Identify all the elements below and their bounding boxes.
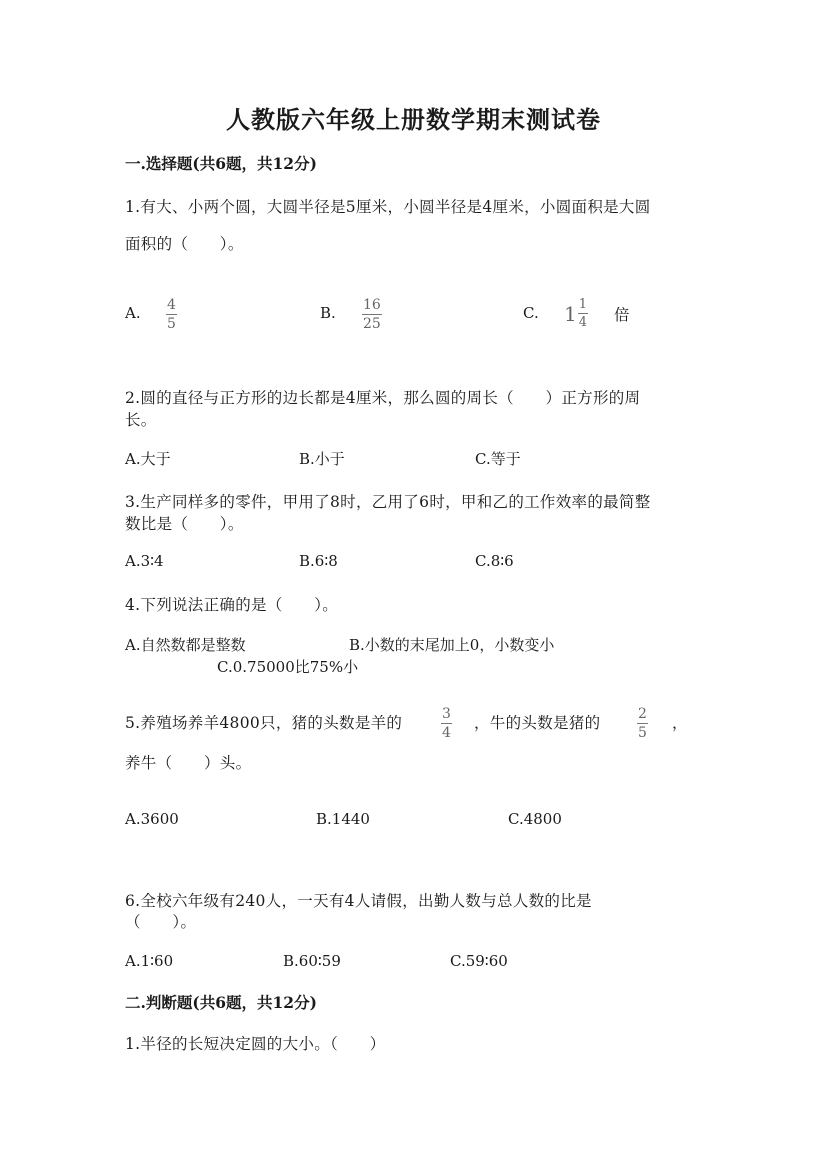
page-title: 人教版六年级上册数学期末测试卷 bbox=[226, 105, 601, 134]
question-4-line-1: 4.下列说法正确的是（ ）。 bbox=[125, 596, 339, 614]
question-3-line-1: 3.生产同样多的零件，甲用了8时，乙用了6时，甲和乙的工作效率的最简整 bbox=[125, 493, 651, 511]
question-1-line-1: 1.有大、小两个圆，大圆半径是5厘米，小圆半径是4厘米，小圆面积是大圆 bbox=[125, 198, 651, 216]
question-5-part-1: 5.养殖场养羊4800只，猪的头数是羊的 bbox=[125, 714, 403, 732]
mixed-fraction bbox=[578, 298, 588, 329]
fraction-numerator: 16 bbox=[363, 297, 381, 313]
q6-option-a: A.1∶60 bbox=[125, 952, 174, 970]
q4-option-a: A.自然数都是整数 bbox=[125, 636, 246, 654]
q2-option-b: B.小于 bbox=[299, 450, 345, 468]
section-heading-choice: 一.选择题(共6题，共12分) bbox=[125, 154, 317, 173]
question-5-part-2: ，牛的头数是猪的 bbox=[474, 714, 601, 732]
fraction-numerator: 3 bbox=[442, 706, 451, 722]
question-3-line-2: 数比是（ ）。 bbox=[125, 515, 244, 533]
q4-option-c: C.0.75000比75%小 bbox=[217, 658, 359, 676]
q6-option-b: B.60∶59 bbox=[283, 952, 341, 970]
fraction-numerator: 4 bbox=[167, 297, 176, 313]
fraction-numerator: 1 bbox=[578, 297, 588, 312]
q2-option-a: A.大于 bbox=[125, 450, 171, 468]
q5-option-b: B.1440 bbox=[316, 810, 370, 828]
q5-fraction-1 bbox=[441, 707, 452, 740]
mixed-whole: 1 bbox=[564, 301, 577, 326]
question-2-line-1: 2.圆的直径与正方形的边长都是4厘米，那么圆的周长（ ）正方形的周 bbox=[125, 389, 641, 407]
q5-fraction-2 bbox=[637, 707, 648, 740]
question-5-part-3: ， bbox=[672, 714, 688, 732]
q1-option-b-fraction bbox=[362, 298, 382, 331]
q5-option-c: C.4800 bbox=[508, 810, 562, 828]
fraction-denominator: 25 bbox=[363, 316, 381, 332]
question-5-line-2: 养牛（ ）头。 bbox=[125, 754, 252, 772]
judgement-question-1: 1.半径的长短决定圆的大小。（ ） bbox=[125, 1035, 386, 1053]
q6-option-c: C.59∶60 bbox=[450, 952, 508, 970]
q1-option-c-mixed-number bbox=[564, 298, 588, 329]
fraction-denominator: 5 bbox=[638, 725, 647, 741]
q3-option-a: A.3∶4 bbox=[125, 552, 164, 570]
q1-option-a-label: A. bbox=[125, 304, 141, 322]
fraction-denominator: 4 bbox=[442, 725, 451, 741]
section-heading-judgement: 二.判断题(共6题，共12分) bbox=[125, 993, 317, 1012]
question-6-line-1: 6.全校六年级有240人，一天有4人请假，出勤人数与总人数的比是 bbox=[125, 892, 592, 910]
q1-option-b-label: B. bbox=[320, 304, 336, 322]
q1-option-c-suffix: 倍 bbox=[614, 306, 630, 324]
question-2-line-2: 长。 bbox=[125, 411, 157, 429]
q4-option-b: B.小数的末尾加上0，小数变小 bbox=[349, 636, 555, 654]
q1-option-c-label: C. bbox=[523, 304, 539, 322]
fraction-denominator: 4 bbox=[578, 315, 588, 330]
fraction-numerator: 2 bbox=[638, 706, 647, 722]
fraction-denominator: 5 bbox=[167, 316, 176, 332]
q5-option-a: A.3600 bbox=[125, 810, 179, 828]
q2-option-c: C.等于 bbox=[475, 450, 521, 468]
question-1-line-2: 面积的（ ）。 bbox=[125, 235, 244, 253]
question-6-line-2: （ ）。 bbox=[125, 913, 197, 931]
q3-option-c: C.8∶6 bbox=[475, 552, 514, 570]
q3-option-b: B.6∶8 bbox=[299, 552, 338, 570]
q1-option-a-fraction bbox=[166, 298, 177, 331]
